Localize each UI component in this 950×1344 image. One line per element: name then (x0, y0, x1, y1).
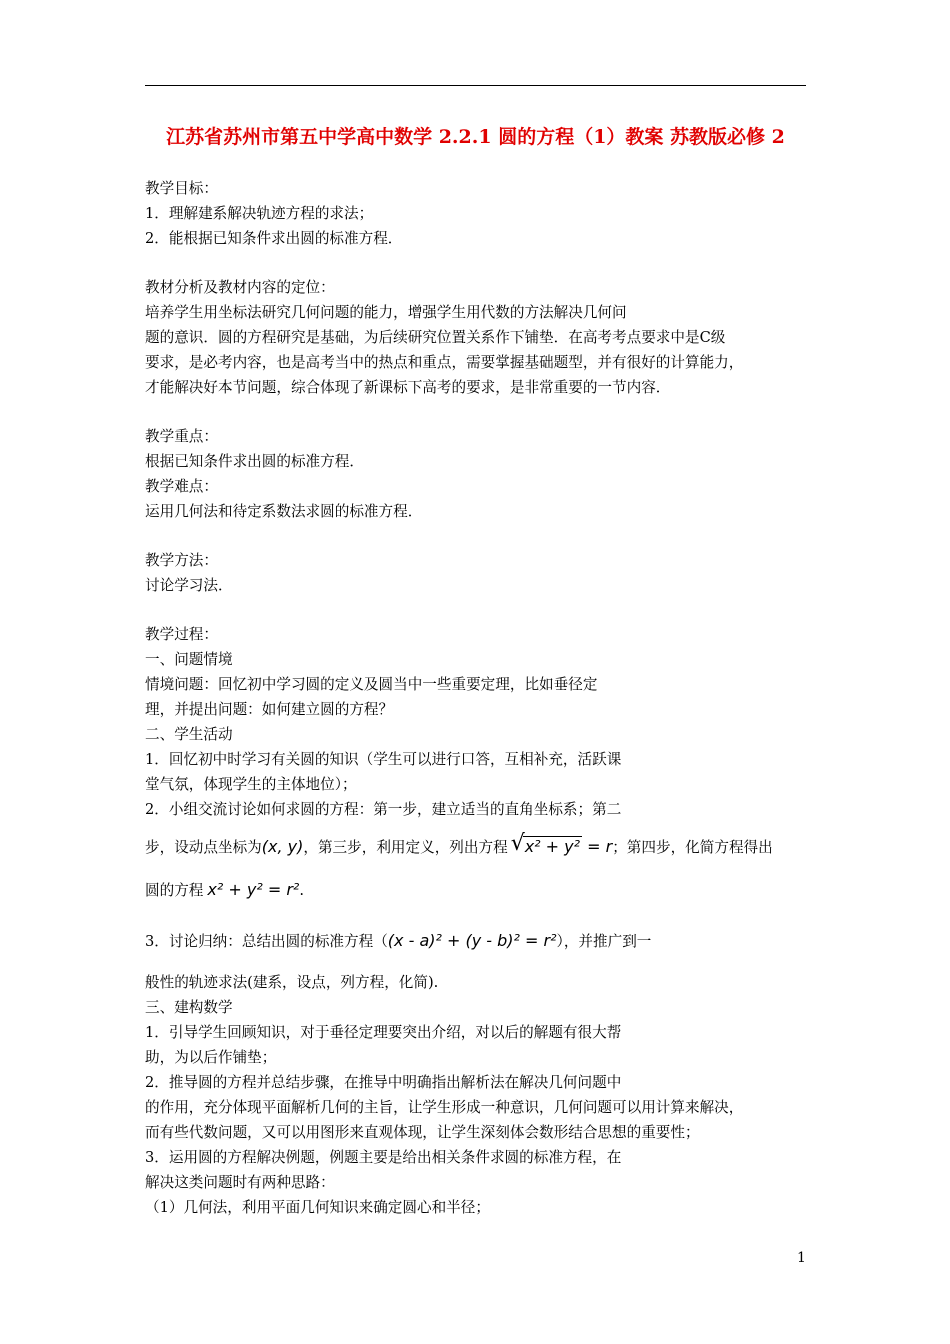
process-line: 助，为以后作铺垫； (145, 1049, 277, 1066)
circle-equation: x² + y² = r² (207, 880, 300, 899)
coordinate-expression: (x, y) (261, 837, 304, 856)
section-heading: 二、学生活动 (145, 726, 233, 743)
keypoints-heading: 教学重点： (145, 428, 218, 445)
process-line: 解决这类问题时有两种思路： (145, 1174, 335, 1191)
objectives-heading: 教学目标： (145, 180, 218, 197)
analysis-line: 培养学生用坐标法研究几何问题的能力，增强学生用代数的方法解决几何问 (145, 304, 627, 321)
process-line: 理，并提出问题：如何建立圆的方程？ (145, 701, 394, 718)
objective-item: 1．理解建系解决轨迹方程的求法； (145, 205, 374, 222)
header-rule (145, 85, 806, 86)
process-line: （1）几何法，利用平面几何知识来确定圆心和半径； (145, 1199, 490, 1216)
page-number: 1 (797, 1250, 806, 1266)
process-line: 情境问题：回忆初中学习圆的定义及圆当中一些重要定理，比如垂径定 (145, 676, 598, 693)
step-line: 步，设动点坐标为(x, y)，第三步，利用定义，列出方程 √ x² + y² = r；第四步，化简方程得出 (145, 831, 773, 856)
process-line: 1．引导学生回顾知识，对于垂径定理要突出介绍，对以后的解题有很大帮 (145, 1024, 622, 1041)
analysis-line: 才能解决好本节问题，综合体现了新课标下高考的要求，是非常重要的一节内容． (145, 379, 671, 396)
process-line: 般性的轨迹求法(建系，设点，列方程，化简). (145, 974, 439, 991)
difficult-heading: 教学难点： (145, 478, 218, 495)
analysis-line: 要求，是必考内容，也是高考当中的热点和重点，需要掌握基础题型，并有很好的计算能力， (145, 354, 744, 371)
process-line: 2．推导圆的方程并总结步骤，在推导中明确指出解析法在解决几何问题中 (145, 1074, 622, 1091)
process-line: 而有些代数问题，又可以用图形来直观体现，让学生深刻体会数形结合思想的重要性； (145, 1124, 700, 1141)
process-line: 2．小组交流讨论如何求圆的方程：第一步，建立适当的直角坐标系；第二 (145, 801, 622, 818)
process-line: 3．运用圆的方程解决例题，例题主要是给出相关条件求圆的标准方程，在 (145, 1149, 622, 1166)
analysis-heading: 教材分析及教材内容的定位： (145, 279, 335, 296)
objective-item: 2．能根据已知条件求出圆的标准方程． (145, 230, 403, 247)
section-heading: 一、问题情境 (145, 651, 233, 668)
process-line: 堂气氛，体现学生的主体地位）； (145, 776, 357, 793)
process-line: 的作用，充分体现平面解析几何的主旨，让学生形成一种意识，几何问题可以用计算来解决， (145, 1099, 744, 1116)
process-heading: 教学过程： (145, 626, 218, 643)
method-heading: 教学方法： (145, 552, 218, 569)
analysis-line: 题的意识．圆的方程研究是基础，为后续研究位置关系作下铺垫．在高考考点要求中是C级 (145, 329, 726, 346)
document-title: 江苏省苏州市第五中学高中数学 2.2.1 圆的方程（1）教案 苏教版必修 2 (166, 126, 785, 148)
process-line: 1．回忆初中时学习有关圆的知识（学生可以进行口答，互相补充，活跃课 (145, 751, 622, 768)
method-text: 讨论学习法． (145, 577, 233, 594)
difficult-text: 运用几何法和待定系数法求圆的标准方程． (145, 503, 423, 520)
section-heading: 三、建构数学 (145, 999, 233, 1016)
standard-equation: (x - a)² + (y - b)² = r² (387, 931, 557, 950)
circle-equation-line: 圆的方程 x² + y² = r². (145, 880, 304, 899)
induction-line: 3．讨论归纳：总结出圆的标准方程（(x - a)² + (y - b)² = r²），并推广到一 (145, 931, 652, 950)
radical-equation: √ x² + y² (510, 831, 581, 856)
keypoints-text: 根据已知条件求出圆的标准方程． (145, 453, 364, 470)
